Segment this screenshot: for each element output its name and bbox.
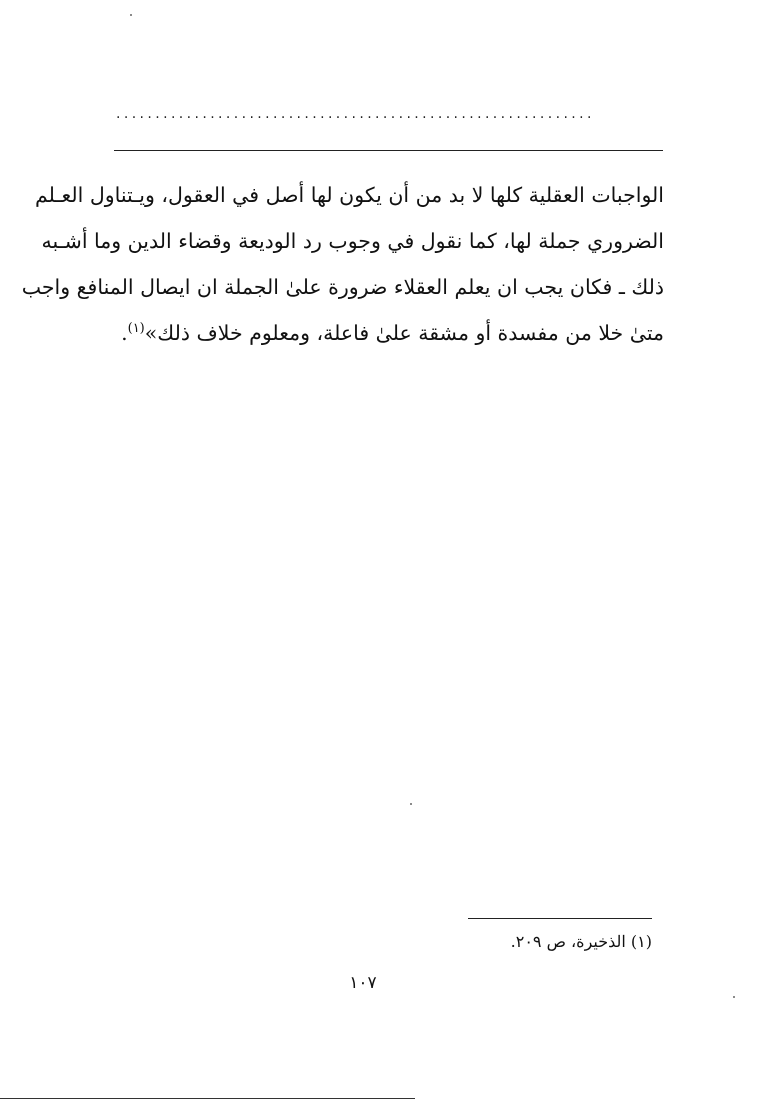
body-line-4-text: متىٰ خلا من مفسدة أو مشقة علىٰ فاعلة، ومعلوم خلاف ذلك» bbox=[144, 321, 664, 345]
footnote-reference: (١) bbox=[127, 321, 145, 337]
body-line-2: الضروري جملة لها، كما نقول في وجوب رد الوديعة وقضاء الدين وما أشـبه bbox=[41, 229, 664, 253]
scan-speck bbox=[130, 14, 132, 16]
scan-speck bbox=[410, 803, 412, 805]
scan-bottom-edge bbox=[0, 1098, 415, 1099]
footnote: (١) الذخيرة، ص ٢٠٩. bbox=[510, 932, 652, 951]
footnote-rule bbox=[468, 918, 652, 919]
body-paragraph bbox=[21, 172, 664, 356]
scan-speck bbox=[733, 996, 735, 998]
body-line-4 bbox=[112, 310, 664, 356]
final-period: . bbox=[121, 321, 128, 345]
top-rule bbox=[114, 150, 663, 151]
body-line-3: ذلك ـ فكان يجب ان يعلم العقلاء ضرورة علىٰ الجملة ان ايصال المنافع واجب bbox=[21, 275, 664, 299]
body-line-1: الواجبات العقلية كلها لا بد من أن يكون لها أصل في العقول، ويـتناول العـلم bbox=[35, 183, 664, 207]
page-number: ١٠٧ bbox=[349, 973, 377, 993]
dotted-separator: ............................................................. bbox=[116, 106, 595, 122]
